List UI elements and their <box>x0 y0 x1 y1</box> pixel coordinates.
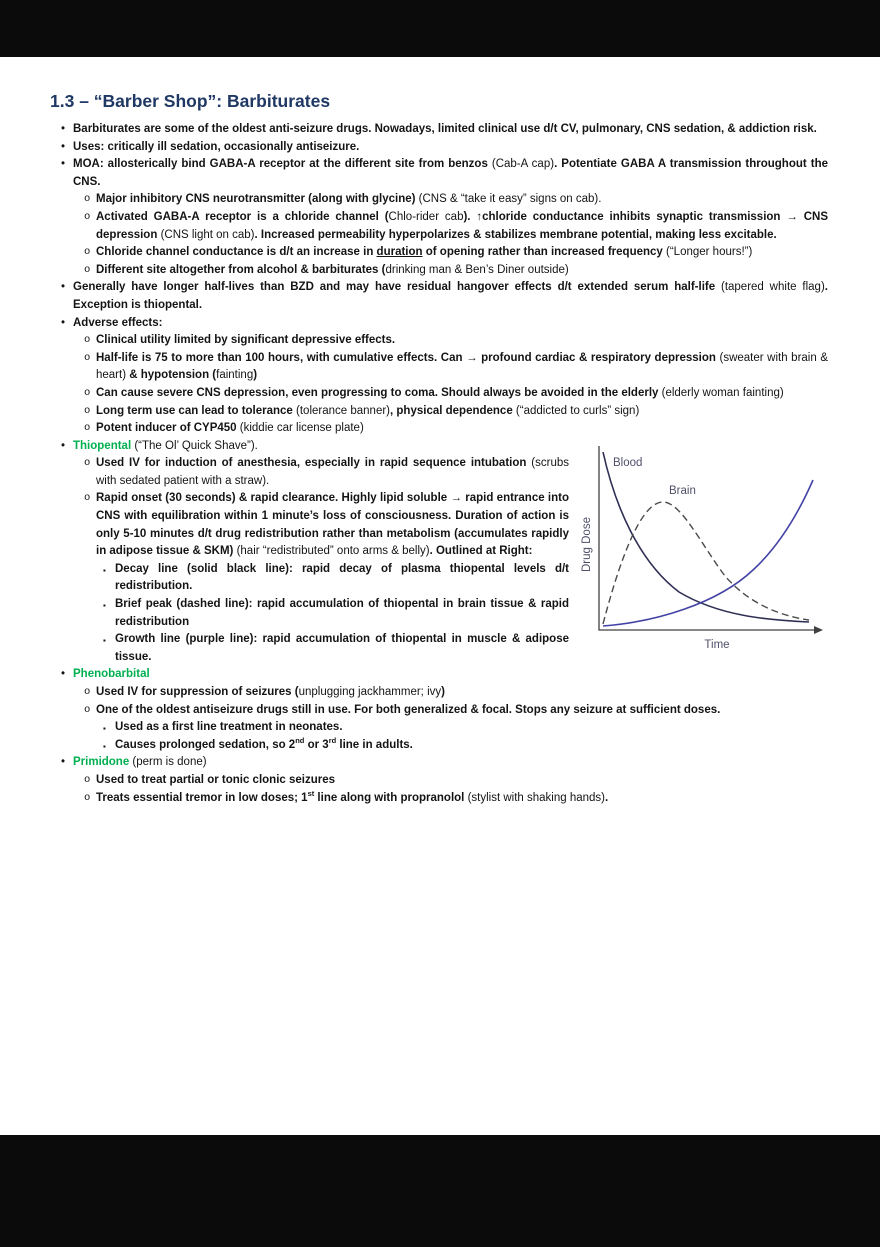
note-item <box>50 209 828 244</box>
text-segment: Long term use can lead to tolerance <box>96 404 297 417</box>
text-segment: Used IV for suppression of seizures ( <box>96 686 299 698</box>
note-item <box>50 121 828 139</box>
bullet-marker: ▪ <box>103 565 106 575</box>
brain-series-label: Brain <box>669 484 696 497</box>
note-item <box>50 702 828 720</box>
text-segment: Used IV for induction of anesthesia, especially in rapid sequence intubation <box>96 457 532 470</box>
note-item <box>50 385 828 403</box>
text-segment: (“Longer hours!”) <box>666 246 753 259</box>
text-segment: Causes prolonged sedation, so 2 <box>115 738 296 751</box>
text-segment: (kiddie car license plate) <box>239 422 364 435</box>
text-segment: drinking man & Ben’s Diner outside) <box>385 263 569 276</box>
bullet-marker: o <box>84 334 91 347</box>
note-item <box>50 719 828 737</box>
text-segment: Phenobarbital <box>73 668 150 681</box>
text-segment: (sweater with brain & heart) <box>96 351 828 382</box>
text-segment: Major inhibitory CNS neurotransmitter (along with glycine) <box>96 193 419 206</box>
letterbox-bottom <box>0 1135 880 1247</box>
note-item <box>50 244 828 262</box>
text-segment: Brief peak (dashed line): rapid accumulation of thiopental in brain tissue & rapid redistribution <box>115 598 569 628</box>
text-segment: unplugging jackhammer; ivy <box>298 686 442 698</box>
page-title: 1.3 – “Barber Shop”: Barbiturates <box>50 91 331 111</box>
text-segment: fainting <box>216 369 254 382</box>
note-item <box>50 596 828 631</box>
notes-section-figure <box>50 438 828 807</box>
text-segment: (elderly woman fainting) <box>661 386 784 399</box>
note-item <box>50 315 828 333</box>
text-segment: Barbiturates are some of the oldest anti-seizure drugs. Nowadays, limited clinical use d/t CV, pulmonary, CNS sedation, & addiction risk. <box>73 123 817 135</box>
blood-series-label: Blood <box>613 456 643 469</box>
text-segment: Used to treat partial or tonic clonic seizures <box>96 773 336 786</box>
text-segment: MOA: allosterically bind GABA-A receptor at the different site from benzos <box>73 158 492 171</box>
note-item <box>50 754 828 772</box>
text-segment: & hypotension ( <box>126 369 217 382</box>
bullet-marker: ▪ <box>103 724 106 734</box>
text-segment: rd <box>328 735 337 745</box>
note-item <box>50 631 828 666</box>
bullet-marker: o <box>84 246 91 259</box>
text-segment: , physical dependence <box>390 404 516 417</box>
text-segment: st <box>307 788 315 798</box>
bullet-marker: • <box>61 668 66 681</box>
text-segment: line along with propranolol <box>314 791 468 804</box>
bullet-marker: o <box>84 193 91 206</box>
bullet-marker: ▪ <box>103 601 106 611</box>
text-segment: One of the oldest antiseizure drugs still in use. For both generalized & focal. Stops any seizure at sufficient doses. <box>96 703 721 716</box>
text-segment: . Potentiate GABA A transmission throughout the CNS. <box>73 158 828 188</box>
document-page <box>0 57 880 1135</box>
bullet-marker: • <box>61 123 66 135</box>
text-segment: (tapered white flag) <box>720 281 825 294</box>
text-segment: (CNS light on cab) <box>160 228 255 241</box>
text-segment: Different site altogether from alcohol & barbiturates ( <box>96 263 386 276</box>
text-segment: Potent inducer of CYP450 <box>96 422 240 435</box>
letterbox-top <box>0 0 880 57</box>
bullet-marker: o <box>84 457 91 470</box>
text-segment: line in adults. <box>336 738 413 751</box>
text-segment: nd <box>295 735 305 745</box>
note-item <box>50 490 828 560</box>
note-item <box>50 279 828 314</box>
bullet-marker: o <box>84 263 91 276</box>
text-segment: ) <box>441 686 445 698</box>
text-segment: . Exception is thiopental. <box>73 281 828 311</box>
text-segment: duration <box>376 246 423 259</box>
text-segment: or 3 <box>304 738 329 751</box>
text-segment: ) <box>253 369 258 382</box>
note-item <box>50 455 828 490</box>
bullet-marker: • <box>61 140 66 153</box>
note-item <box>50 139 828 157</box>
text-segment: . <box>605 791 609 804</box>
bullet-marker: • <box>61 281 66 294</box>
text-segment: (scrubs with sedated patient with a straw). <box>96 457 569 487</box>
text-segment: (“addicted to curls” sign) <box>515 404 640 417</box>
bullet-marker: ▪ <box>103 741 106 751</box>
note-item <box>50 790 828 808</box>
note-item <box>50 332 828 350</box>
note-item <box>50 262 828 280</box>
note-item <box>50 420 828 438</box>
notes-list <box>50 121 828 807</box>
note-item <box>50 561 828 596</box>
bullet-marker: ▪ <box>103 636 106 646</box>
text-segment: Can cause severe CNS depression, even progressing to coma. Should always be avoided in the elderly <box>96 386 662 399</box>
text-segment: of opening rather than increased frequency <box>422 246 667 259</box>
text-segment: ). ↑chloride conductance inhibits synaptic transmission → CNS depression <box>96 210 828 241</box>
text-segment: (stylist with shaking hands) <box>467 791 605 804</box>
notes-section-top <box>50 121 828 438</box>
bullet-marker: o <box>84 686 91 698</box>
text-segment: (tolerance banner) <box>296 404 391 417</box>
bullet-marker: • <box>61 316 66 329</box>
text-segment: Chloride channel conductance is d/t an increase in <box>96 246 377 259</box>
note-item <box>50 156 828 191</box>
text-segment: Activated GABA-A receptor is a chloride channel ( <box>96 210 389 223</box>
bullet-marker: o <box>84 703 91 716</box>
bullet-marker: o <box>84 422 91 435</box>
note-item <box>50 737 828 755</box>
text-segment: Growth line (purple line): rapid accumulation of thiopental in muscle & adipose tissue. <box>115 633 569 663</box>
bullet-marker: o <box>84 791 91 804</box>
text-segment: Clinical utility limited by significant depressive effects. <box>96 334 396 347</box>
note-item <box>50 666 828 684</box>
note-item <box>50 772 828 790</box>
bullet-marker: • <box>61 158 66 171</box>
text-segment: Adverse effects: <box>73 316 163 329</box>
y-axis-label: Drug Dose <box>581 516 593 572</box>
text-segment: Uses: critically ill sedation, occasionally antiseizure. <box>73 140 360 153</box>
note-item <box>50 403 828 421</box>
note-item <box>50 438 828 456</box>
note-item <box>50 350 828 385</box>
text-segment: Rapid onset (30 seconds) & rapid clearance. Highly lipid soluble → rapid entrance into CNS with equilibration within 1 minute’s loss of consciousness. Duration of action is only 5-10 minutes d/t drug redistribution rather than metabolism (accumulates rapidly in adipose tissue & SKM) <box>96 492 569 558</box>
text-segment: (Cab-A cap) <box>491 158 555 171</box>
text-segment: Generally have longer half-lives than BZD and may have residual hangover effects d/t extended serum half-life <box>73 281 721 294</box>
text-segment: (“The Ol’ Quick Shave”). <box>131 439 258 452</box>
bullet-marker: o <box>84 773 91 786</box>
bullet-marker: • <box>61 439 66 452</box>
note-item <box>50 191 828 209</box>
bullet-marker: o <box>84 404 91 417</box>
text-segment: Half-life is 75 to more than 100 hours, with cumulative effects. Can → profound cardiac & respiratory depression <box>96 351 720 364</box>
note-item <box>50 684 828 702</box>
text-segment: Thiopental <box>73 439 132 452</box>
text-segment: (perm is done) <box>129 756 207 769</box>
bullet-marker: o <box>84 351 91 364</box>
bullet-marker: o <box>84 210 91 223</box>
bullet-marker: o <box>84 386 91 399</box>
text-segment: . Increased permeability hyperpolarizes & stabilizes membrane potential, making less excitable. <box>254 228 777 241</box>
text-segment: Decay line (solid black line): rapid decay of plasma thiopental levels d/t redistribution. <box>115 562 569 593</box>
text-segment: Used as a first line treatment in neonates. <box>115 721 343 734</box>
text-segment: . Outlined at Right: <box>429 545 533 558</box>
bullet-marker: o <box>84 492 91 505</box>
x-axis-label: Time <box>704 638 730 651</box>
text-segment: Chlo-rider cab <box>388 210 464 223</box>
bullet-marker: • <box>61 756 66 769</box>
text-segment: Primidone <box>73 756 130 769</box>
text-segment: (CNS & “take it easy” signs on cab). <box>418 193 602 206</box>
text-segment: (hair “redistributed” onto arms & belly) <box>236 545 430 558</box>
text-segment: Treats essential tremor in low doses; 1 <box>96 791 308 804</box>
